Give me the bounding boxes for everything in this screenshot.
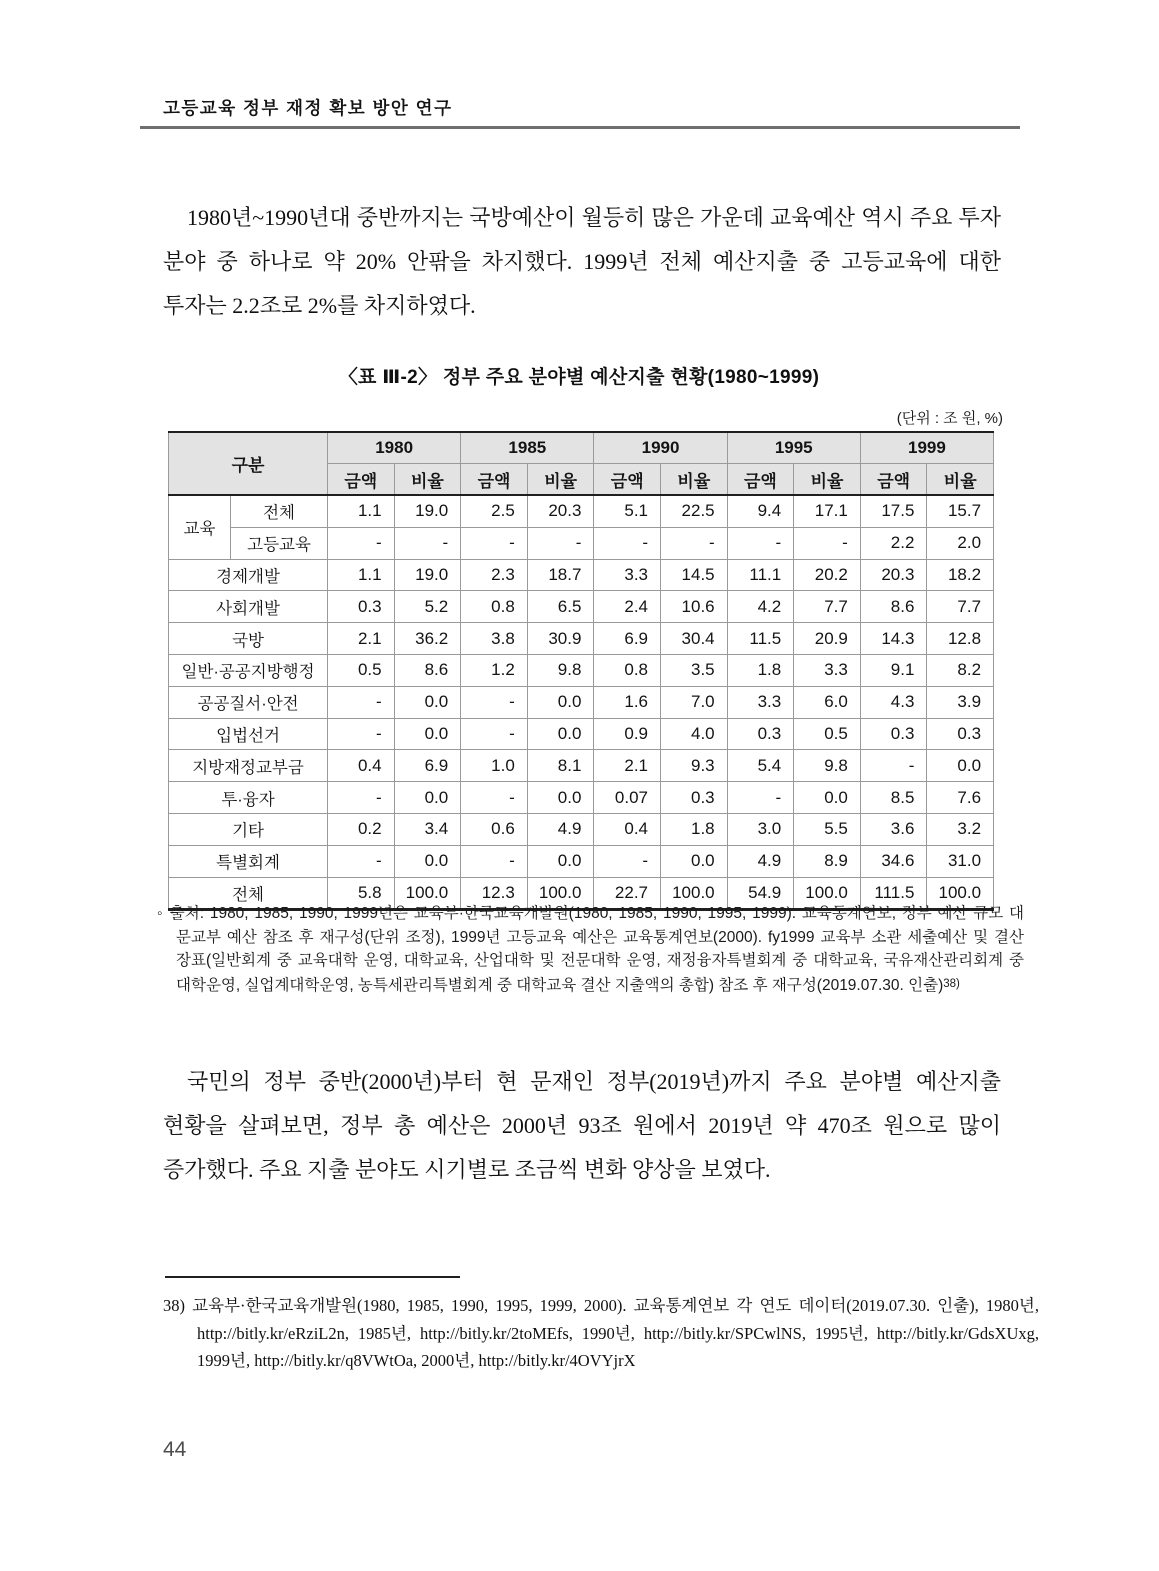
value-cell: 2.0 <box>927 527 994 559</box>
value-cell: - <box>594 527 661 559</box>
value-cell: 17.1 <box>794 495 861 527</box>
value-cell: 30.9 <box>527 623 594 655</box>
table-row <box>169 686 994 718</box>
value-cell: 1.2 <box>461 654 528 686</box>
value-cell: 6.5 <box>527 591 594 623</box>
value-cell: - <box>461 527 528 559</box>
value-cell: - <box>727 527 794 559</box>
value-cell: 9.3 <box>661 750 728 782</box>
value-cell: 3.3 <box>727 686 794 718</box>
subcolumn-header: 금액 <box>461 464 528 496</box>
value-cell: 8.9 <box>794 845 861 877</box>
table-row <box>169 845 994 877</box>
table-source-note <box>157 902 1024 997</box>
value-cell: - <box>328 782 395 814</box>
value-cell: 0.3 <box>328 591 395 623</box>
value-cell: 7.6 <box>927 782 994 814</box>
value-cell: 9.4 <box>727 495 794 527</box>
value-cell: 3.5 <box>661 654 728 686</box>
subcolumn-header: 금액 <box>727 464 794 496</box>
value-cell: - <box>328 527 395 559</box>
value-cell: - <box>860 750 927 782</box>
running-head: 고등교육 정부 재정 확보 방안 연구 <box>163 98 453 118</box>
row-label: 공공질서·안전 <box>169 686 328 718</box>
subcolumn-header: 비율 <box>927 464 994 496</box>
value-cell: 3.2 <box>927 813 994 845</box>
row-label: 사회개발 <box>169 591 328 623</box>
subcolumn-header: 비율 <box>394 464 461 496</box>
value-cell: 0.3 <box>927 718 994 750</box>
row-label: 지방재정교부금 <box>169 750 328 782</box>
value-cell: 1.8 <box>727 654 794 686</box>
value-cell: 14.5 <box>661 559 728 591</box>
value-cell: 100.0 <box>794 877 861 910</box>
value-cell: - <box>328 718 395 750</box>
value-cell: 2.1 <box>594 750 661 782</box>
row-label: 기타 <box>169 813 328 845</box>
value-cell: 8.1 <box>527 750 594 782</box>
value-cell: 100.0 <box>661 877 728 910</box>
value-cell: 0.0 <box>394 845 461 877</box>
value-cell: 8.6 <box>860 591 927 623</box>
value-cell: 7.7 <box>927 591 994 623</box>
value-cell: - <box>794 527 861 559</box>
body-paragraph-2: 국민의 정부 중반(2000년)부터 현 문재인 정부(2019년)까지 주요 분야별 예산지출 현황을 살펴보면, 정부 총 예산은 2000년 93조 원에서 2019년 약 470조 원으로 많이 증가했다. 주요 지출 분야도 시기별로 조금씩 변화 양상을 보였다. <box>163 1069 1001 1182</box>
header-row-years <box>169 432 994 464</box>
value-cell: 0.0 <box>927 750 994 782</box>
subcolumn-header: 금액 <box>860 464 927 496</box>
table-row <box>169 495 994 527</box>
table-title: 〈표 Ⅲ-2〉 정부 주요 분야별 예산지출 현황(1980~1999) <box>338 367 820 388</box>
value-cell: 0.5 <box>328 654 395 686</box>
value-cell: 0.8 <box>594 654 661 686</box>
footnote-text: 교육부·한국교육개발원(1980, 1985, 1990, 1995, 1999, 2000). 교육통계연보 각 연도 데이터(2019.07.30. 인출), 1980년, http://bitly.kr/eRziL2n, 1985년, http://bitly.kr/2toMEfs, 1990년, http://bitly.kr/SPCwlNS, 1995년, http://bitly.kr/GdsXUxg, 1999년, http://bitly.kr/q8VWtOa, 2000년, http://bitly.kr/4OVYjrX <box>192 1296 1039 1370</box>
value-cell: - <box>527 527 594 559</box>
table-row <box>169 527 994 559</box>
value-cell: 0.0 <box>527 782 594 814</box>
value-cell: 6.0 <box>794 686 861 718</box>
value-cell: 4.9 <box>527 813 594 845</box>
value-cell: 0.8 <box>461 591 528 623</box>
value-cell: 6.9 <box>594 623 661 655</box>
row-label: 경제개발 <box>169 559 328 591</box>
value-cell: 30.4 <box>661 623 728 655</box>
year-header: 1985 <box>461 432 594 464</box>
value-cell: 2.5 <box>461 495 528 527</box>
value-cell: 31.0 <box>927 845 994 877</box>
value-cell: 19.0 <box>394 495 461 527</box>
row-label: 전체 <box>169 877 328 910</box>
footnote-reference: 38) <box>943 977 960 990</box>
subcolumn-header: 비율 <box>794 464 861 496</box>
value-cell: 4.3 <box>860 686 927 718</box>
value-cell: 100.0 <box>527 877 594 910</box>
table-row <box>169 623 994 655</box>
value-cell: - <box>328 845 395 877</box>
value-cell: - <box>594 845 661 877</box>
value-cell: 36.2 <box>394 623 461 655</box>
value-cell: 100.0 <box>394 877 461 910</box>
value-cell: 1.0 <box>461 750 528 782</box>
value-cell: 0.5 <box>794 718 861 750</box>
value-cell: 7.7 <box>794 591 861 623</box>
value-cell: 11.5 <box>727 623 794 655</box>
value-cell: 20.2 <box>794 559 861 591</box>
table-row <box>169 591 994 623</box>
value-cell: 7.0 <box>661 686 728 718</box>
source-note-text: 출처: 1980, 1985, 1990, 1999년은 교육부·한국교육개발원(1980, 1985, 1990, 1995, 1999). 교육통계연보, 정부 예산 규모 대 문교부 예산 참조 후 재구성(단위 조정), 1999년 고등교육 예산은 교육통계연보(2000). fy1999 교육부 소관 세출예산 및 결산 장표(일반회계 중 교육대학 운영, 대학교육, 산업대학 및 전문대학 운영, 재정융자특별회계 중 대학교육, 국유재산관리회계 중 대학운영, 실업계대학운영, 농특세관리특별회계 중 대학교육 결산 지출액의 총합) 참조 후 재구성(2019.07.30. 인출) <box>169 905 1024 994</box>
running-head-rule <box>140 126 1020 129</box>
value-cell: 9.1 <box>860 654 927 686</box>
value-cell: 6.9 <box>394 750 461 782</box>
value-cell: 0.6 <box>461 813 528 845</box>
value-cell: 5.1 <box>594 495 661 527</box>
value-cell: 0.0 <box>394 782 461 814</box>
budget-table-body <box>169 495 994 910</box>
value-cell: 15.7 <box>927 495 994 527</box>
value-cell: 0.0 <box>527 845 594 877</box>
value-cell: 3.8 <box>461 623 528 655</box>
year-header: 1980 <box>328 432 461 464</box>
value-cell: 10.6 <box>661 591 728 623</box>
row-group-label: 교육 <box>169 495 231 559</box>
value-cell: - <box>461 782 528 814</box>
value-cell: 111.5 <box>860 877 927 910</box>
row-label: 국방 <box>169 623 328 655</box>
value-cell: 0.4 <box>328 750 395 782</box>
value-cell: - <box>461 718 528 750</box>
budget-table-head <box>169 432 994 495</box>
table-unit-note: (단위 : 조 원, %) <box>896 410 1003 427</box>
table-row <box>169 813 994 845</box>
value-cell: 12.3 <box>461 877 528 910</box>
value-cell: 8.6 <box>394 654 461 686</box>
value-cell: 0.0 <box>661 845 728 877</box>
value-cell: 100.0 <box>927 877 994 910</box>
value-cell: - <box>461 686 528 718</box>
value-cell: 3.6 <box>860 813 927 845</box>
value-cell: 34.6 <box>860 845 927 877</box>
year-header: 1999 <box>860 432 993 464</box>
footnote-number: 38) <box>163 1296 193 1315</box>
value-cell: 22.5 <box>661 495 728 527</box>
value-cell: - <box>461 845 528 877</box>
value-cell: 11.1 <box>727 559 794 591</box>
value-cell: 2.3 <box>461 559 528 591</box>
value-cell: 2.2 <box>860 527 927 559</box>
value-cell: 12.8 <box>927 623 994 655</box>
value-cell: 18.2 <box>927 559 994 591</box>
row-label: 특별회계 <box>169 845 328 877</box>
row-label: 고등교육 <box>231 527 328 559</box>
value-cell: 0.0 <box>527 686 594 718</box>
subcolumn-header: 비율 <box>661 464 728 496</box>
value-cell: 0.9 <box>594 718 661 750</box>
value-cell: 5.5 <box>794 813 861 845</box>
table-row <box>169 654 994 686</box>
value-cell: 5.8 <box>328 877 395 910</box>
row-label: 전체 <box>231 495 328 527</box>
value-cell: 0.0 <box>527 718 594 750</box>
value-cell: 3.4 <box>394 813 461 845</box>
value-cell: 0.4 <box>594 813 661 845</box>
value-cell: 20.3 <box>860 559 927 591</box>
value-cell: 1.1 <box>328 559 395 591</box>
page-number: 44 <box>163 1438 187 1461</box>
value-cell: - <box>661 527 728 559</box>
row-label: 입법선거 <box>169 718 328 750</box>
value-cell: 2.4 <box>594 591 661 623</box>
value-cell: 0.0 <box>394 718 461 750</box>
value-cell: - <box>727 782 794 814</box>
value-cell: 5.2 <box>394 591 461 623</box>
footnote-separator-rule <box>165 1276 460 1278</box>
value-cell: 8.2 <box>927 654 994 686</box>
value-cell: 1.8 <box>661 813 728 845</box>
value-cell: 1.1 <box>328 495 395 527</box>
body-paragraph-1: 1980년~1990년대 중반까지는 국방예산이 월등히 많은 가운데 교육예산 역시 주요 투자 분야 중 하나로 약 20% 안팎을 차지했다. 1999년 전체 예산지출 중 고등교육에 대한 투자는 2.2조로 2%를 차지하였다. <box>163 205 1001 318</box>
table-row <box>169 559 994 591</box>
value-cell: 2.1 <box>328 623 395 655</box>
year-header: 1995 <box>727 432 860 464</box>
value-cell: 20.3 <box>527 495 594 527</box>
value-cell: 4.0 <box>661 718 728 750</box>
value-cell: 1.6 <box>594 686 661 718</box>
subcolumn-header: 금액 <box>328 464 395 496</box>
table-row <box>169 750 994 782</box>
table-row <box>169 718 994 750</box>
value-cell: 3.3 <box>594 559 661 591</box>
subcolumn-header: 금액 <box>594 464 661 496</box>
row-label: 투·융자 <box>169 782 328 814</box>
value-cell: 0.3 <box>860 718 927 750</box>
value-cell: 3.0 <box>727 813 794 845</box>
value-cell: - <box>328 686 395 718</box>
value-cell: - <box>394 527 461 559</box>
value-cell: 8.5 <box>860 782 927 814</box>
table-row <box>169 782 994 814</box>
table-corner-label: 구분 <box>169 432 328 495</box>
value-cell: 19.0 <box>394 559 461 591</box>
value-cell: 18.7 <box>527 559 594 591</box>
value-cell: 9.8 <box>527 654 594 686</box>
value-cell: 9.8 <box>794 750 861 782</box>
value-cell: 14.3 <box>860 623 927 655</box>
value-cell: 20.9 <box>794 623 861 655</box>
value-cell: 17.5 <box>860 495 927 527</box>
value-cell: 0.2 <box>328 813 395 845</box>
row-label: 일반·공공지방행정 <box>169 654 328 686</box>
value-cell: 0.3 <box>727 718 794 750</box>
value-cell: 4.9 <box>727 845 794 877</box>
value-cell: 0.3 <box>661 782 728 814</box>
value-cell: 3.9 <box>927 686 994 718</box>
subcolumn-header: 비율 <box>527 464 594 496</box>
year-header: 1990 <box>594 432 727 464</box>
footnote-38 <box>163 1292 1039 1375</box>
source-note-bullet: ◦ <box>157 905 170 922</box>
value-cell: 0.0 <box>794 782 861 814</box>
value-cell: 0.0 <box>394 686 461 718</box>
value-cell: 3.3 <box>794 654 861 686</box>
budget-table <box>168 431 994 911</box>
value-cell: 54.9 <box>727 877 794 910</box>
value-cell: 5.4 <box>727 750 794 782</box>
value-cell: 0.07 <box>594 782 661 814</box>
value-cell: 22.7 <box>594 877 661 910</box>
value-cell: 4.2 <box>727 591 794 623</box>
